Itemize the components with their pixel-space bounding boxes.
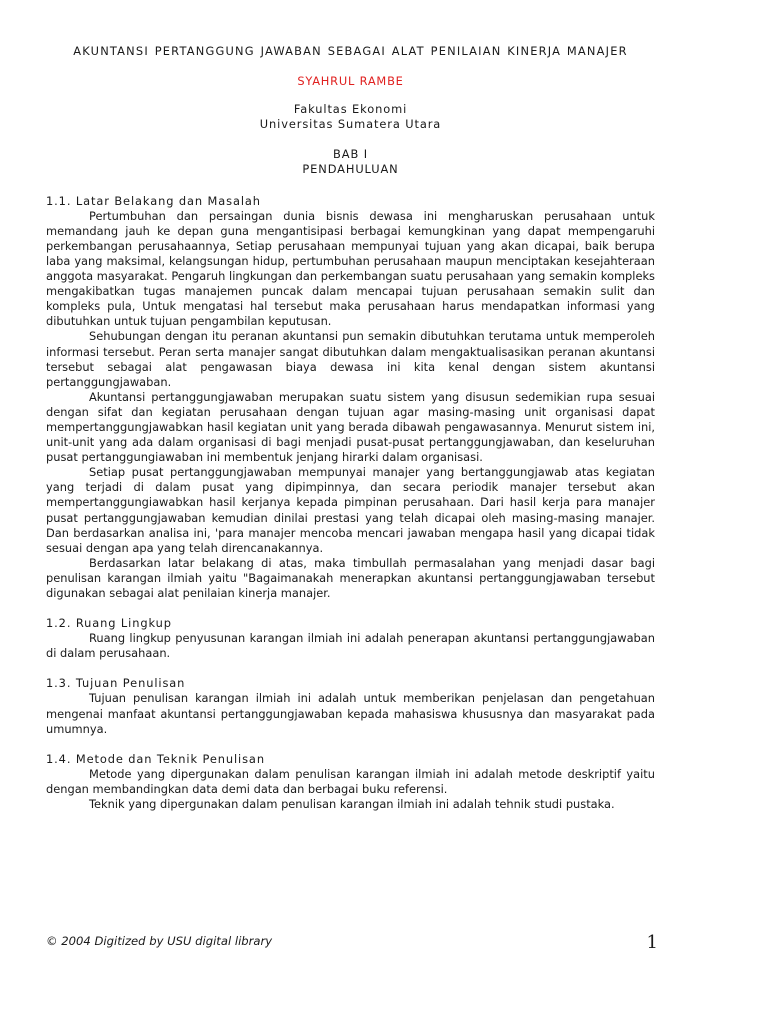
document-title: AKUNTANSI PERTANGGUNG JAWABAN SEBAGAI ALAT PENILAIAN KINERJA MANAJER: [73, 44, 628, 58]
page-number: 1: [646, 932, 658, 953]
paragraph: Pertumbuhan dan persaingan dunia bisnis dewasa ini mengharuskan perusahaan untuk memandang jauh ke depan guna mengantisipasi berbagai kemungkinan yang dapat mempengaruhi perkembangan perusahaannya, Setiap perusahaan mempunyai tujuan yang akan dicapai, baik berupa laba yang maksimal, kelangsungan hidup, pertumbuhan perusahaan maupun menciptakan kesejahteraan anggota masyarakat. Pengaruh lingkungan dan perkembangan suatu perusahaan yang semakin kompleks mengakibatkan tugas manajemen puncak dalam mencapai tujuan perusahaan semakin sulit dan kompleks pula, Untuk mengatasi hal tersebut maka perusahaan harus mendapatkan informasi yang dibutuhkan untuk tujuan pengambilan keputusan.: [46, 208, 655, 329]
section-1-1: [46, 194, 655, 602]
paragraph: Akuntansi pertanggungjawaban merupakan suatu sistem yang disusun sedemikian rupa sesuai dengan sifat dan kegiatan perusahaan dengan tujuan agar masing-masing unit organisasi dapat mempertanggungjawabkan hasil kegiatan unit yang berada dibawah pengawasannya. Menurut sistem ini, unit-unit yang ada dalam organisasi di bagi menjadi pusat-pusat pertanggungjawaban, dan keseluruhan pusat pertanggungiawaban ini membentuk jenjang hirarki dalam organisasi.: [46, 389, 655, 465]
paragraph: Sehubungan dengan itu peranan akuntansi pun semakin dibutuhkan terutama untuk memperoleh informasi tersebut. Peran serta manajer sangat dibutuhkan dalam mengaktualisasikan peranan akuntansi tersebut sebagai alat pengawasan biaya dewasa ini kita kenal dengan sistem akuntansi pertanggungjawaban.: [46, 329, 655, 389]
chapter-title: PENDAHULUAN: [302, 162, 399, 177]
paragraph: Berdasarkan latar belakang di atas, maka timbullah permasalahan yang menjadi dasar bagi penulisan karangan ilmiah yaitu "Bagaimanakah menerapkan akuntansi pertanggungjawaban tersebut digunakan sebagai alat penilaian kinerja manajer.: [46, 555, 655, 600]
section-heading: 1.4. Metode dan Teknik Penulisan: [46, 751, 265, 766]
chapter-number: BAB I: [333, 147, 368, 162]
paragraph: Metode yang dipergunakan dalam penulisan karangan ilmiah ini adalah metode deskriptif yaitu dengan membandingkan data demi data dan berbagai buku referensi.: [46, 766, 655, 796]
paragraph: Tujuan penulisan karangan ilmiah ini adalah untuk memberikan penjelasan dan pengetahuan mengenai manfaat akuntansi pertanggungjawaban kepada mahasiswa khususnya dan masyarakat pada umumnya.: [46, 691, 655, 736]
document-page: [46, 44, 655, 812]
faculty-name: Fakultas Ekonomi: [293, 102, 408, 117]
page-footer: [46, 932, 658, 953]
section-heading: 1.1. Latar Belakang dan Masalah: [46, 193, 261, 208]
paragraph: Setiap pusat pertanggungjawaban mempunyai manajer yang bertanggungjawab atas kegiatan yang terjadi di dalam pusat yang dipimpinnya, dan secara periodik manajer tersebut akan mempertanggungiawabkan hasil kerjanya kepada pimpinan perusahaan. Dari hasil kerja para manajer pusat pertanggungjawaban kemudian dinilai prestasi yang telah dicapai oleh masing-masing manajer. Dan berdasarkan analisa ini, 'para manajer mencoba mencari jawaban mengapa hasil yang dicapai tidak sesuai dengan apa yang telah direncanakannya.: [46, 465, 655, 555]
section-1-3: [46, 676, 655, 736]
section-heading: 1.2. Ruang Lingkup: [46, 616, 172, 631]
section-1-4: [46, 752, 655, 812]
university-name: Universitas Sumatera Utara: [259, 117, 442, 132]
copyright-note: © 2004 Digitized by USU digital library: [46, 934, 273, 948]
author-name: SYAHRUL RAMBE: [297, 74, 404, 89]
section-heading: 1.3. Tujuan Penulisan: [46, 676, 186, 691]
paragraph: Teknik yang dipergunakan dalam penulisan karangan ilmiah ini adalah tehnik studi pustaka.: [89, 797, 615, 812]
section-1-2: [46, 616, 655, 661]
paragraph: Ruang lingkup penyusunan karangan ilmiah ini adalah penerapan akuntansi pertanggungjawaban di dalam perusahaan.: [46, 631, 655, 661]
